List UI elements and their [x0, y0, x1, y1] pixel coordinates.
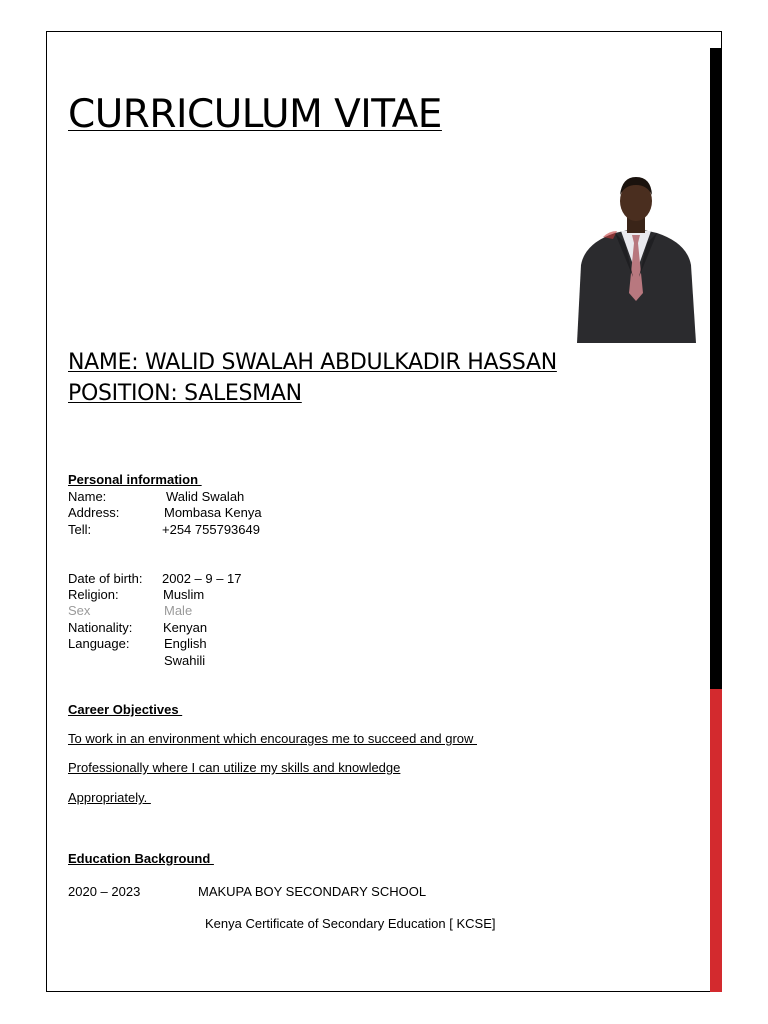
- name-label: Name:: [68, 489, 107, 504]
- side-bar-black: [710, 48, 722, 689]
- education-school: MAKUPA BOY SECONDARY SCHOOL: [198, 884, 427, 899]
- nationality-value: Kenyan: [163, 620, 208, 635]
- document-title: CURRICULUM VITAE: [68, 92, 442, 137]
- personal-info-heading: Personal information: [68, 472, 202, 487]
- career-line-2: Professionally where I can utilize my skills and knowledge: [68, 760, 401, 775]
- header-position: POSITION: SALESMAN: [68, 381, 302, 406]
- career-line-3: Appropriately.: [68, 790, 151, 805]
- side-bar-red: [710, 689, 722, 992]
- language-label: Language:: [68, 636, 130, 651]
- address-value: Mombasa Kenya: [164, 505, 262, 520]
- tell-label: Tell:: [68, 522, 92, 537]
- nationality-label: Nationality:: [68, 620, 133, 635]
- sex-label: Sex: [68, 603, 91, 618]
- education-award: Kenya Certificate of Secondary Education [ KCSE]: [205, 916, 496, 931]
- personal-tell-row: [68, 522, 260, 537]
- header-name: NAME: WALID SWALAH ABDULKADIR HASSAN: [68, 350, 557, 375]
- personal-dob-row: [68, 571, 242, 586]
- religion-label: Religion:: [68, 587, 119, 602]
- profile-photo: [575, 173, 696, 343]
- career-heading: Career Objectives: [68, 702, 183, 717]
- dob-label: Date of birth:: [68, 571, 143, 586]
- personal-sex-row: [68, 603, 193, 618]
- dob-value: 2002 – 9 – 17: [162, 571, 242, 586]
- personal-address-row: [68, 505, 262, 520]
- education-heading: Education Background: [68, 851, 214, 866]
- personal-language-row: [68, 636, 207, 651]
- religion-value: Muslim: [163, 587, 205, 602]
- name-value: Walid Swalah: [166, 489, 245, 504]
- sex-value: Male: [164, 603, 193, 618]
- personal-nationality-row: [68, 620, 208, 635]
- tell-value: +254 755793649: [162, 522, 260, 537]
- language-value-2: Swahili: [164, 653, 206, 668]
- address-label: Address:: [68, 505, 120, 520]
- education-years: 2020 – 2023: [68, 884, 141, 899]
- career-line-1: To work in an environment which encourages me to succeed and grow: [68, 731, 477, 746]
- personal-religion-row: [68, 587, 205, 602]
- personal-name-row: [68, 489, 245, 504]
- language-value-1: English: [164, 636, 207, 651]
